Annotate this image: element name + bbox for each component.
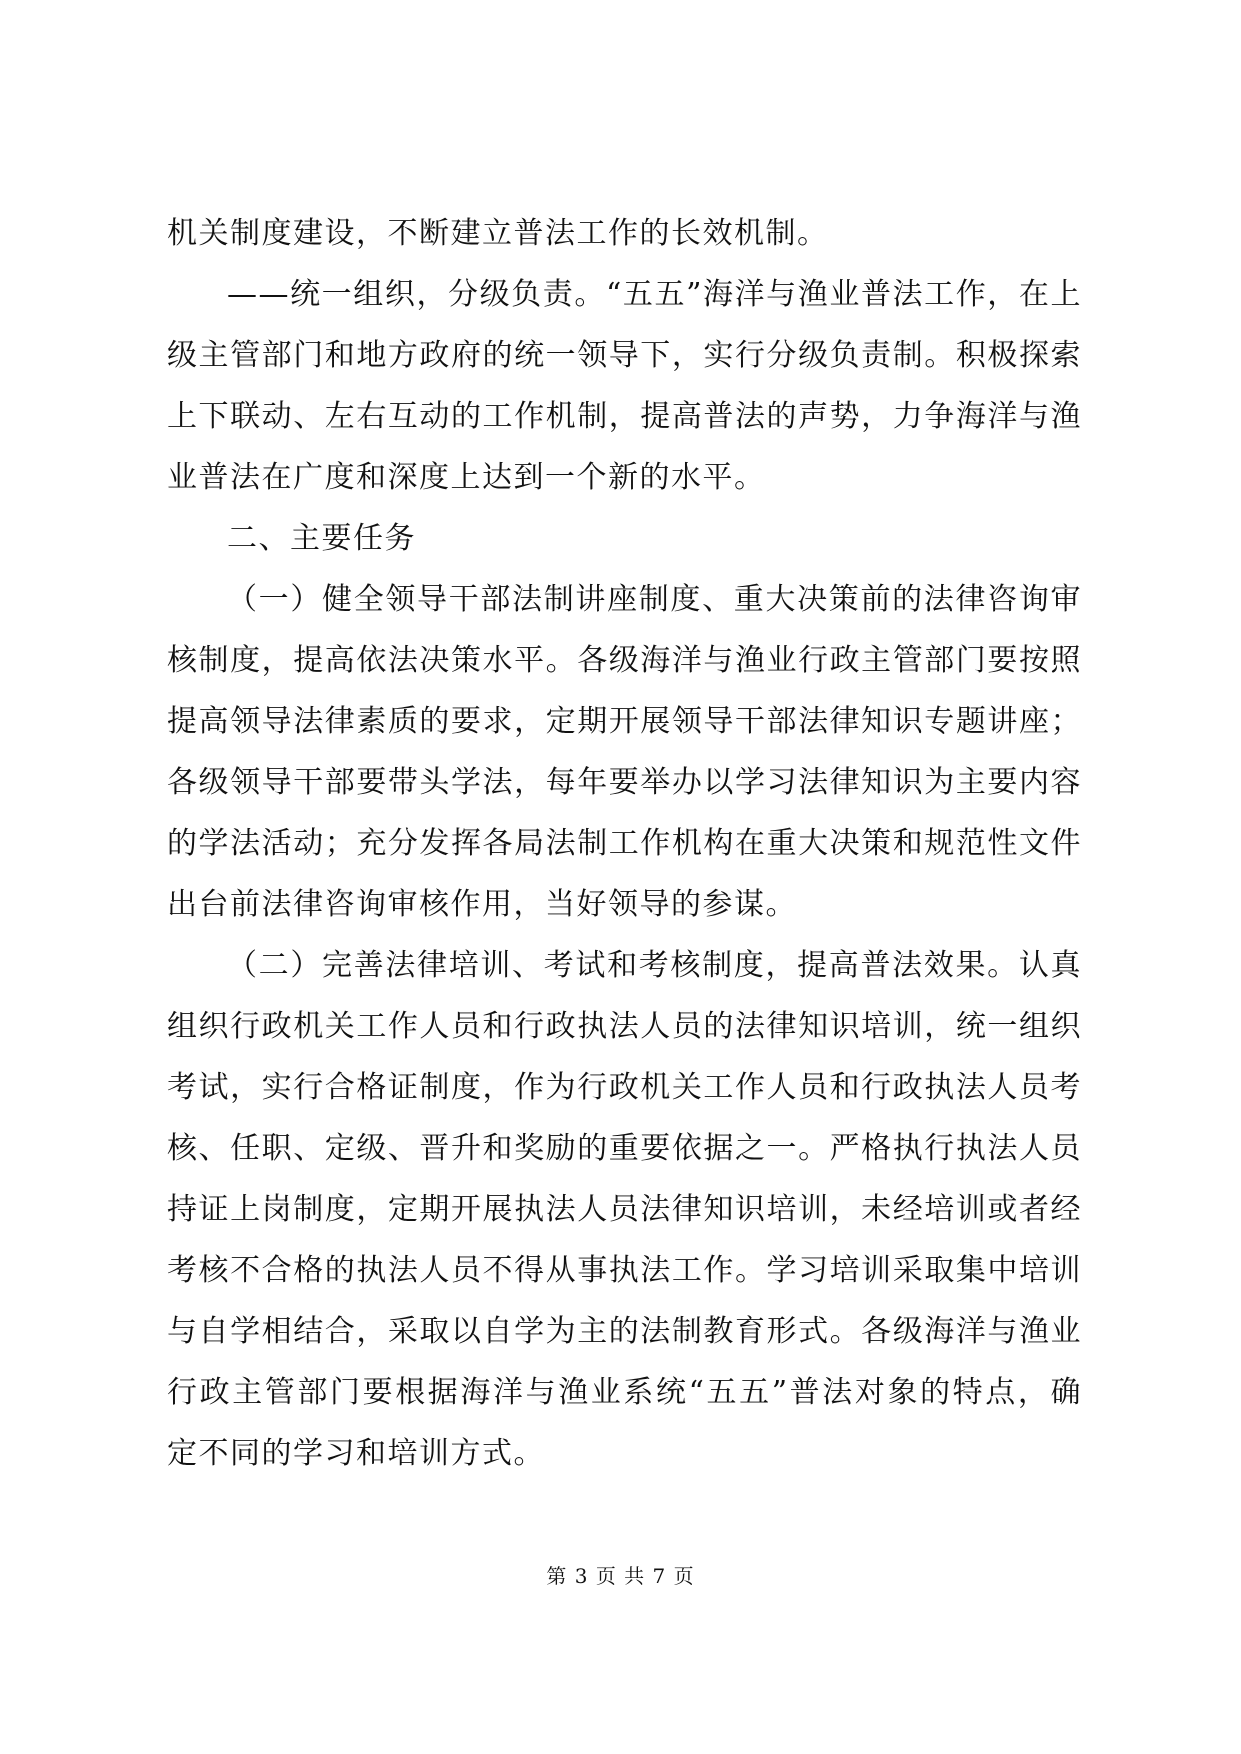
paragraph-2: ——统一组织，分级负责。“五五”海洋与渔业普法工作，在上级主管部门和地方政府的统一领导下，实行分级负责制。积极探索上下联动、左右互动的工作机制，提高普法的声势，力争海洋与渔业普法在广度和深度上达到一个新的水平。 bbox=[167, 277, 1082, 495]
paragraph-task-2: （二）完善法律培训、考试和考核制度，提高普法效果。认真组织行政机关工作人员和行政执法人员的法律知识培训，统一组织考试，实行合格证制度，作为行政机关工作人员和行政执法人员考核、任职、定级、晋升和奖励的重要依据之一。严格执行执法人员持证上岗制度，定期开展执法人员法律知识培训，未经培训或者经考核不合格的执法人员不得从事执法工作。学习培训采取集中培训与自学相结合，采取以自学为主的法制教育形式。各级海洋与渔业行政主管部门要根据海洋与渔业系统“五五”普法对象的特点，确定不同的学习和培训方式。 bbox=[167, 948, 1082, 1471]
section-heading: 二、主要任务 bbox=[227, 521, 416, 556]
page-number-footer: 第 3 页 共 7 页 bbox=[546, 1564, 695, 1588]
paragraph-task-1: （一）健全领导干部法制讲座制度、重大决策前的法律咨询审核制度，提高依法决策水平。各级海洋与渔业行政主管部门要按照提高领导法律素质的要求，定期开展领导干部法律知识专题讲座；各级领导干部要带头学法，每年要举办以学习法律知识为主要内容的学法活动；充分发挥各局法制工作机构在重大决策和规范性文件出台前法律咨询审核作用，当好领导的参谋。 bbox=[167, 582, 1082, 922]
document-body bbox=[167, 203, 1082, 1484]
paragraph-1: 机关制度建设，不断建立普法工作的长效机制。 bbox=[167, 216, 829, 251]
